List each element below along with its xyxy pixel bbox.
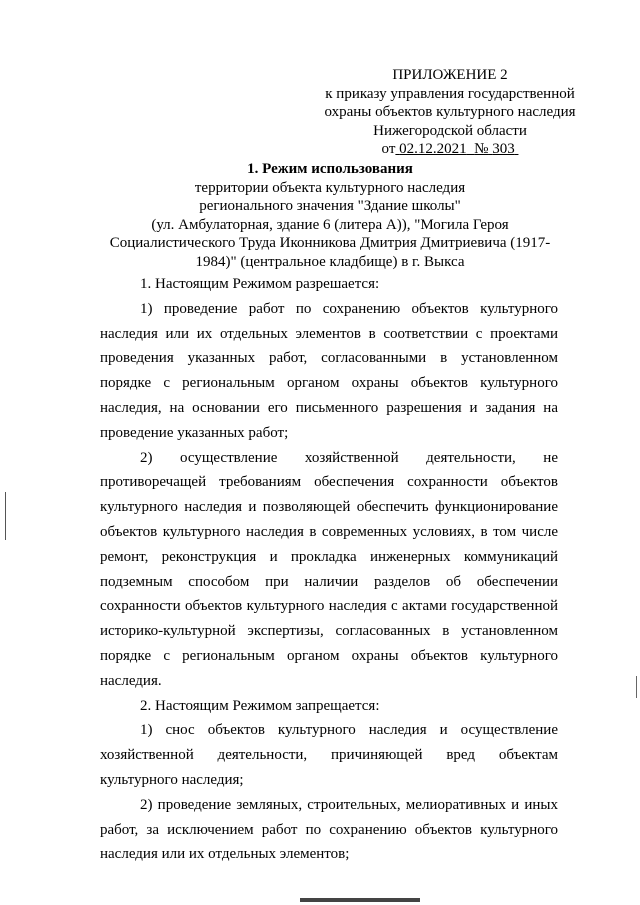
- date-prefix: от: [381, 141, 396, 157]
- appendix-line-3: Нижегородской области: [373, 122, 527, 139]
- paragraph-permitted-2: 2) осуществление хозяйственной деятельности, не противоречащей требованиям обеспечения сохранности объектов культурного наследия и позволяющей обеспечить функционирование объектов культурного наследия в современных условиях, в том числе ремонт, реконструкция и прокладка инженерных коммуникаций подземным способом при наличии разделов об обеспечении сохранности объектов культурного наследия с актами государственной историко-культурной экспертизы, согласованных в установленном порядке с региональным органом охраны объектов культурного наследия.: [100, 449, 558, 689]
- heading-line-1: территории объекта культурного наследия: [194, 179, 466, 196]
- date-value: 02.12.2021: [399, 141, 467, 157]
- paragraph-prohibited-1: 1) снос объектов культурного наследия и осуществление хозяйственной деятельности, причиняющей вред объектам культурного наследия;: [100, 722, 558, 788]
- section-heading: [100, 160, 560, 271]
- paragraph-prohibited-2: 2) проведение земляных, строительных, мелиоративных и иных работ, за исключением работ по сохранению объектов культурного наследия или их отдельных элементов;: [100, 796, 558, 863]
- heading-line-3: (ул. Амбулаторная, здание 6 (литера А)), "Могила Героя: [151, 216, 509, 233]
- number-prefix: №: [474, 141, 489, 157]
- scan-mark-right: [636, 676, 637, 698]
- heading-line-4: Социалистического Труда Иконникова Дмитрия Дмитриевича (1917-: [109, 235, 551, 251]
- section-title: 1. Режим использования: [247, 161, 413, 177]
- scan-mark-left: [5, 492, 6, 540]
- number-value: 303: [492, 141, 515, 157]
- paragraph-prohibited-intro: 2. Настоящим Режимом запрещается:: [140, 697, 380, 714]
- appendix-date-line: [320, 140, 580, 159]
- appendix-line-2: охраны объектов культурного наследия: [324, 104, 576, 120]
- paragraph-permitted-1: 1) проведение работ по сохранению объектов культурного наследия или их отдельных элементов в соответствии с проектами проведения указанных работ, согласованными в установленном порядке с региональным органом охраны объектов культурного наследия, на основании его письменного разрешения и задания на проведение указанных работ;: [100, 300, 558, 441]
- paragraph-permitted-intro: 1. Настоящим Режимом разрешается:: [140, 276, 380, 292]
- appendix-title: ПРИЛОЖЕНИЕ 2: [392, 67, 508, 83]
- heading-line-2: регионального значения "Здание школы": [199, 198, 461, 214]
- document-body: [100, 272, 558, 867]
- appendix-line-1: к приказу управления государственной: [325, 85, 575, 102]
- heading-line-5: 1984)" (центральное кладбище) в г. Выкса: [195, 253, 465, 270]
- appendix-block: [320, 66, 580, 159]
- scan-mark-bottom: [300, 898, 420, 902]
